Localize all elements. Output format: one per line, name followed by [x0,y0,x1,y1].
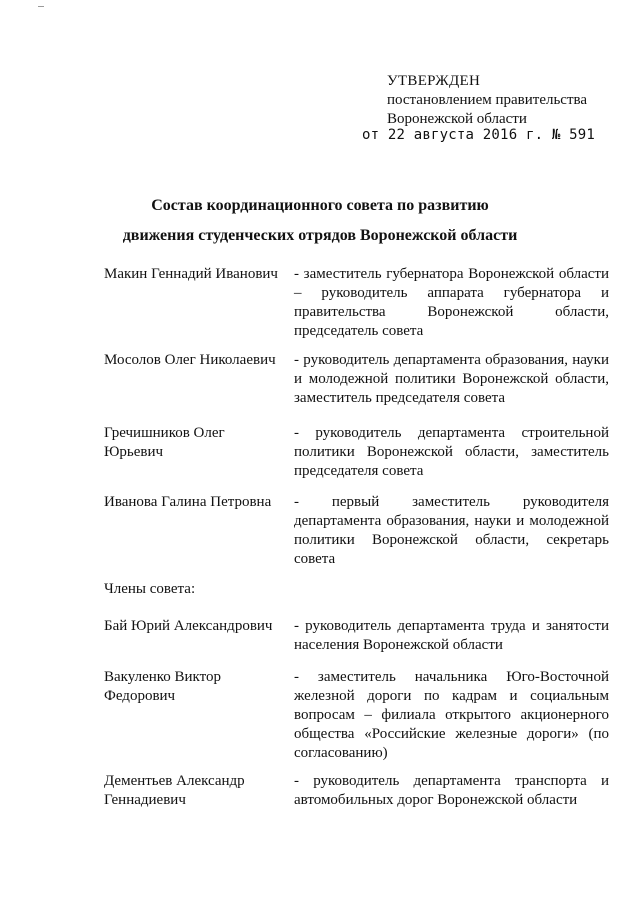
member-role: - руководитель департамента строительной политики Воронежской области, заместитель председателя совета [294,425,609,479]
member-name: Мосолов Олег Николаевич [104,352,276,368]
member-name: Макин Геннадий Иванович [104,266,278,282]
member-name: Гречишников Олег Юрьевич [104,425,225,460]
members-heading: Члены совета: [104,581,196,597]
member-role: - первый заместитель руководителя департамента образования, науки и молодежной политики Воронежской области, секретарь совета [294,494,609,567]
member-role: - заместитель начальника Юго-Восточной железной дороги по кадрам и социальным вопросам – филиала открытого акционерного общества «Российские железные дороги» (по согласованию) [294,669,609,761]
document-title-line-1: Состав координационного совета по развитию [151,197,489,214]
approval-line-1: постановлением правительства [387,92,588,108]
approval-date: от 22 августа 2016 г. № 591 [362,127,595,143]
document-title-line-2: движения студенческих отрядов Воронежской области [122,227,518,244]
scan-mark [38,6,44,7]
member-name: Дементьев Александр Геннадиевич [104,773,245,808]
member-role: - руководитель департамента труда и занятости населения Воронежской области [294,618,609,653]
approval-line-2: Воронежской области [387,111,527,127]
member-name: Бай Юрий Александрович [104,618,273,634]
member-role: - руководитель департамента транспорта и автомобильных дорог Воронежской области [294,773,609,808]
member-role: - руководитель департамента образования, науки и молодежной политики Воронежской области, заместитель председателя совета [294,352,609,406]
member-role: - заместитель губернатора Воронежской области – руководитель аппарата губернатора и правительства Воронежской области, председатель совета [294,266,609,339]
member-name: Иванова Галина Петровна [104,494,272,510]
approval-stamp [362,72,627,143]
approval-title: УТВЕРЖДЕН [387,73,481,89]
member-name: Вакуленко Виктор Федорович [104,669,222,704]
